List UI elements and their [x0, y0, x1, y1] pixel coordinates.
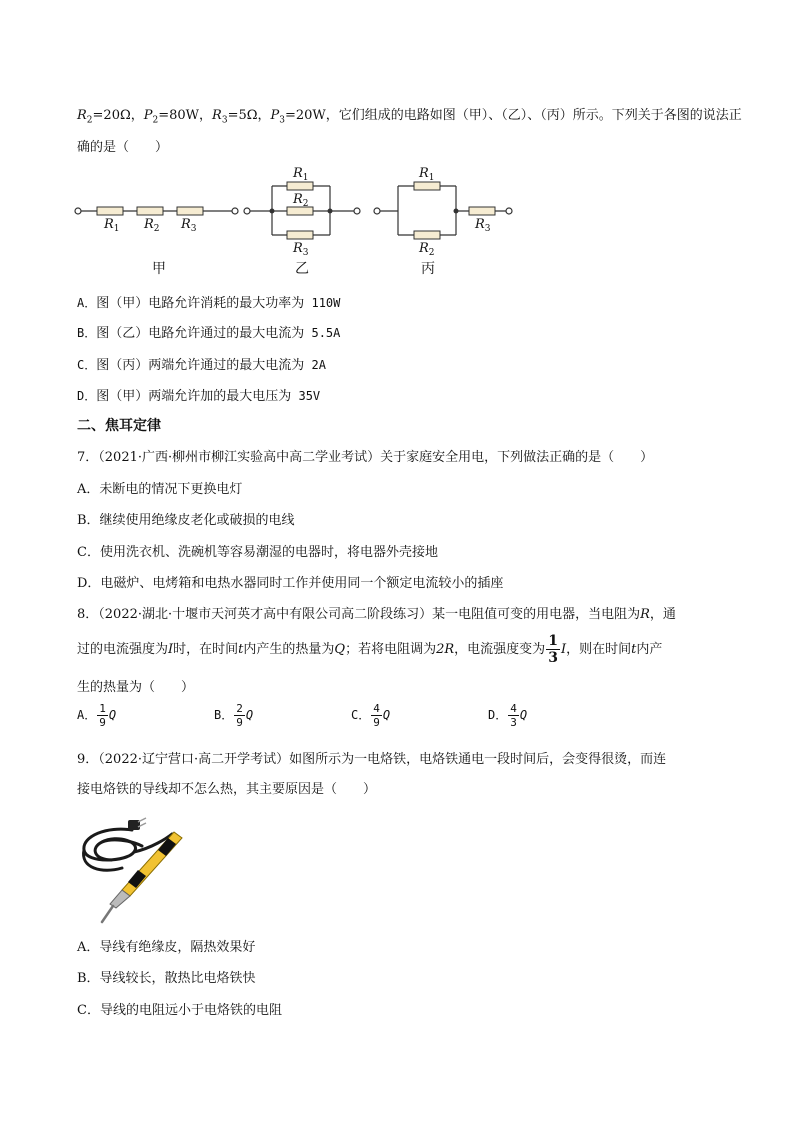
fraction-denominator: 3	[510, 716, 517, 729]
jia-resistor-r1	[97, 207, 123, 215]
fraction-numerator: 4	[373, 702, 380, 715]
yi-resistor-r3	[287, 231, 313, 239]
jia-resistor-r2	[137, 207, 163, 215]
fraction-denominator: 3	[548, 650, 558, 666]
p3-subscript: 3	[279, 115, 285, 126]
option-value: 110W	[311, 296, 341, 310]
option-fraction	[371, 703, 382, 728]
fraction-denominator: 9	[236, 716, 243, 729]
option-letter: C．	[351, 708, 371, 722]
p3-value: =20W，	[285, 108, 339, 123]
bing-resistor-r2	[414, 231, 440, 239]
section-heading: 二、焦耳定律	[77, 418, 161, 434]
var-q: Q	[334, 642, 346, 657]
r3-symbol: R	[212, 108, 222, 123]
fraction-denominator: 9	[373, 716, 380, 729]
junction-bing-right	[454, 209, 459, 214]
bing-resistor-r1	[414, 182, 440, 190]
option-letter: A．	[77, 708, 97, 722]
var-i: I	[168, 642, 174, 657]
bing-caption: 丙	[421, 261, 435, 277]
q6-stem-line2: 确的是（ ）	[77, 140, 169, 155]
q6-stem-line1	[77, 104, 742, 126]
q7-option-c: C．使用洗衣机、洗碗机等容易潮湿的电器时，将电器外壳接地	[77, 545, 438, 560]
option-value: 35V	[298, 389, 321, 403]
q8-line2-text: 内产生的热量为	[243, 642, 335, 657]
yi-label-r3: $R_3$	[293, 241, 309, 258]
q9-option-a: A．导线有绝缘皮，隔热效果好	[77, 940, 256, 955]
yi-resistor-r1	[287, 182, 313, 190]
p3-symbol: P	[270, 108, 280, 123]
yi-resistor-r2	[287, 207, 313, 215]
q7-option-a: A．未断电的情况下更换电灯	[77, 482, 243, 497]
option-value: 5.5A	[311, 326, 341, 340]
var-q: Q	[108, 708, 117, 722]
q9-stem-line1: 9．（2022·辽宁营口·高二开学考试）如图所示为一电烙铁，电烙铁通电一段时间后，会变得很烫，而连	[77, 752, 667, 767]
q6-option-c	[77, 354, 326, 373]
option-text: 图（乙）电路允许通过的最大电流为	[96, 326, 305, 341]
option-text: 图（丙）两端允许通过的最大电流为	[96, 358, 305, 373]
q6-stem-tail: 它们组成的电路如图（甲）、（乙）、（丙）所示。下列关于各图的说法正	[338, 108, 742, 123]
q9-stem-line2: 接电烙铁的导线却不怎么热，其主要原因是（ ）	[77, 782, 377, 797]
q6-option-b	[77, 322, 340, 341]
option-text: 图（甲）两端允许加的最大电压为	[96, 389, 292, 404]
p2-value: =80W，	[158, 108, 213, 123]
var-2r: 2R	[436, 642, 455, 657]
var-t: t	[631, 642, 637, 657]
bing-resistor-r3	[469, 207, 495, 215]
q9-option-b: B．导线较长，散热比电烙铁快	[77, 971, 256, 986]
q8-option-d	[488, 703, 527, 728]
q8-line2-text: 过的电流强度为	[77, 642, 169, 657]
yi-label-r2: $R_2$	[293, 192, 309, 209]
var-q: Q	[245, 708, 254, 722]
q8-stem-line3: 生的热量为（ ）	[77, 680, 195, 695]
option-letter: A．	[77, 296, 97, 310]
q8-stem-line1	[77, 603, 676, 622]
terminal-bing-left	[374, 208, 380, 214]
option-letter: C．	[77, 358, 97, 372]
p2-symbol: P	[143, 108, 153, 123]
fraction-numerator: 4	[510, 702, 517, 715]
circuit-diagrams	[0, 162, 794, 282]
terminal-yi-left	[244, 208, 250, 214]
terminal-jia-right	[232, 208, 238, 214]
jia-label-r3: $R_3$	[181, 217, 197, 234]
yi-label-r1: $R_1$	[293, 166, 309, 183]
junction-yi-left	[270, 209, 275, 214]
r3-value: =5Ω，	[227, 108, 271, 123]
jia-resistor-r3	[177, 207, 203, 215]
r2-subscript: 2	[86, 115, 93, 126]
q8-option-a	[77, 703, 116, 728]
q8-line1-tail: ，通	[649, 607, 676, 622]
var-t: t	[238, 642, 244, 657]
option-fraction	[508, 703, 519, 728]
q7-option-d: D．电磁炉、电烤箱和电热水器同时工作并使用同一个额定电流较小的插座	[77, 576, 504, 591]
yi-caption: 乙	[295, 261, 309, 277]
q8-line2-text: 内产	[636, 642, 663, 657]
option-fraction	[234, 703, 245, 728]
option-letter: D．	[488, 708, 508, 722]
r2-symbol: R	[77, 108, 87, 123]
fraction-denominator: 9	[99, 716, 106, 729]
q6-option-a	[77, 292, 340, 311]
q8-stem-line2	[77, 632, 662, 668]
var-r: R	[640, 607, 650, 622]
q8-line2-text: ；若将电阻调为	[345, 642, 437, 657]
q7-option-b: B．继续使用绝缘皮老化或破损的电线	[77, 513, 295, 528]
jia-caption: 甲	[152, 261, 166, 277]
jia-label-r2: $R_2$	[144, 217, 160, 234]
var-q: Q	[519, 708, 528, 722]
q8-line2-text: ，则在时间	[566, 642, 632, 657]
jia-label-r1: $R_1$	[104, 217, 120, 234]
option-letter: D．	[77, 389, 97, 403]
option-letter: B．	[214, 708, 234, 722]
q7-stem: 7．（2021·广西·柳州市柳江实验高中高二学业考试）关于家庭安全用电，下列做法正确的是（ ）	[77, 450, 654, 465]
terminal-yi-right	[354, 208, 360, 214]
q8-option-b	[214, 703, 253, 728]
var-q: Q	[382, 708, 391, 722]
q9-option-c: C．导线的电阻远小于电烙铁的电阻	[77, 1003, 282, 1018]
q8-line2-text: 时，在时间	[173, 642, 239, 657]
terminal-jia-left	[75, 208, 81, 214]
p2-subscript: 2	[152, 115, 159, 126]
fraction-one-third	[546, 634, 560, 665]
q6-option-d	[77, 385, 320, 404]
option-fraction	[97, 703, 108, 728]
fraction-numerator: 1	[548, 633, 558, 649]
fraction-numerator: 1	[99, 702, 106, 715]
option-text: 图（甲）电路允许消耗的最大功率为	[96, 296, 305, 311]
option-value: 2A	[311, 358, 326, 372]
junction-yi-right	[328, 209, 333, 214]
q8-options	[77, 703, 637, 733]
fraction-numerator: 2	[236, 702, 243, 715]
bing-label-r2: $R_2$	[419, 241, 435, 258]
terminal-bing-right	[506, 208, 512, 214]
q8-option-c	[351, 703, 390, 728]
soldering-iron-image	[72, 808, 192, 928]
q8-line2-text: ，电流强度变为	[454, 642, 546, 657]
q8-line1-text: 8．（2022·湖北·十堰市天河英才高中有限公司高二阶段练习）某一电阻值可变的用电器，当电阻为	[77, 607, 641, 622]
r2-value: =20Ω，	[92, 108, 144, 123]
var-i: I	[560, 642, 567, 657]
bing-label-r1: $R_1$	[419, 166, 435, 183]
option-letter: B．	[77, 326, 97, 340]
bing-label-r3: $R_3$	[475, 217, 491, 234]
r3-subscript: 3	[221, 115, 228, 126]
